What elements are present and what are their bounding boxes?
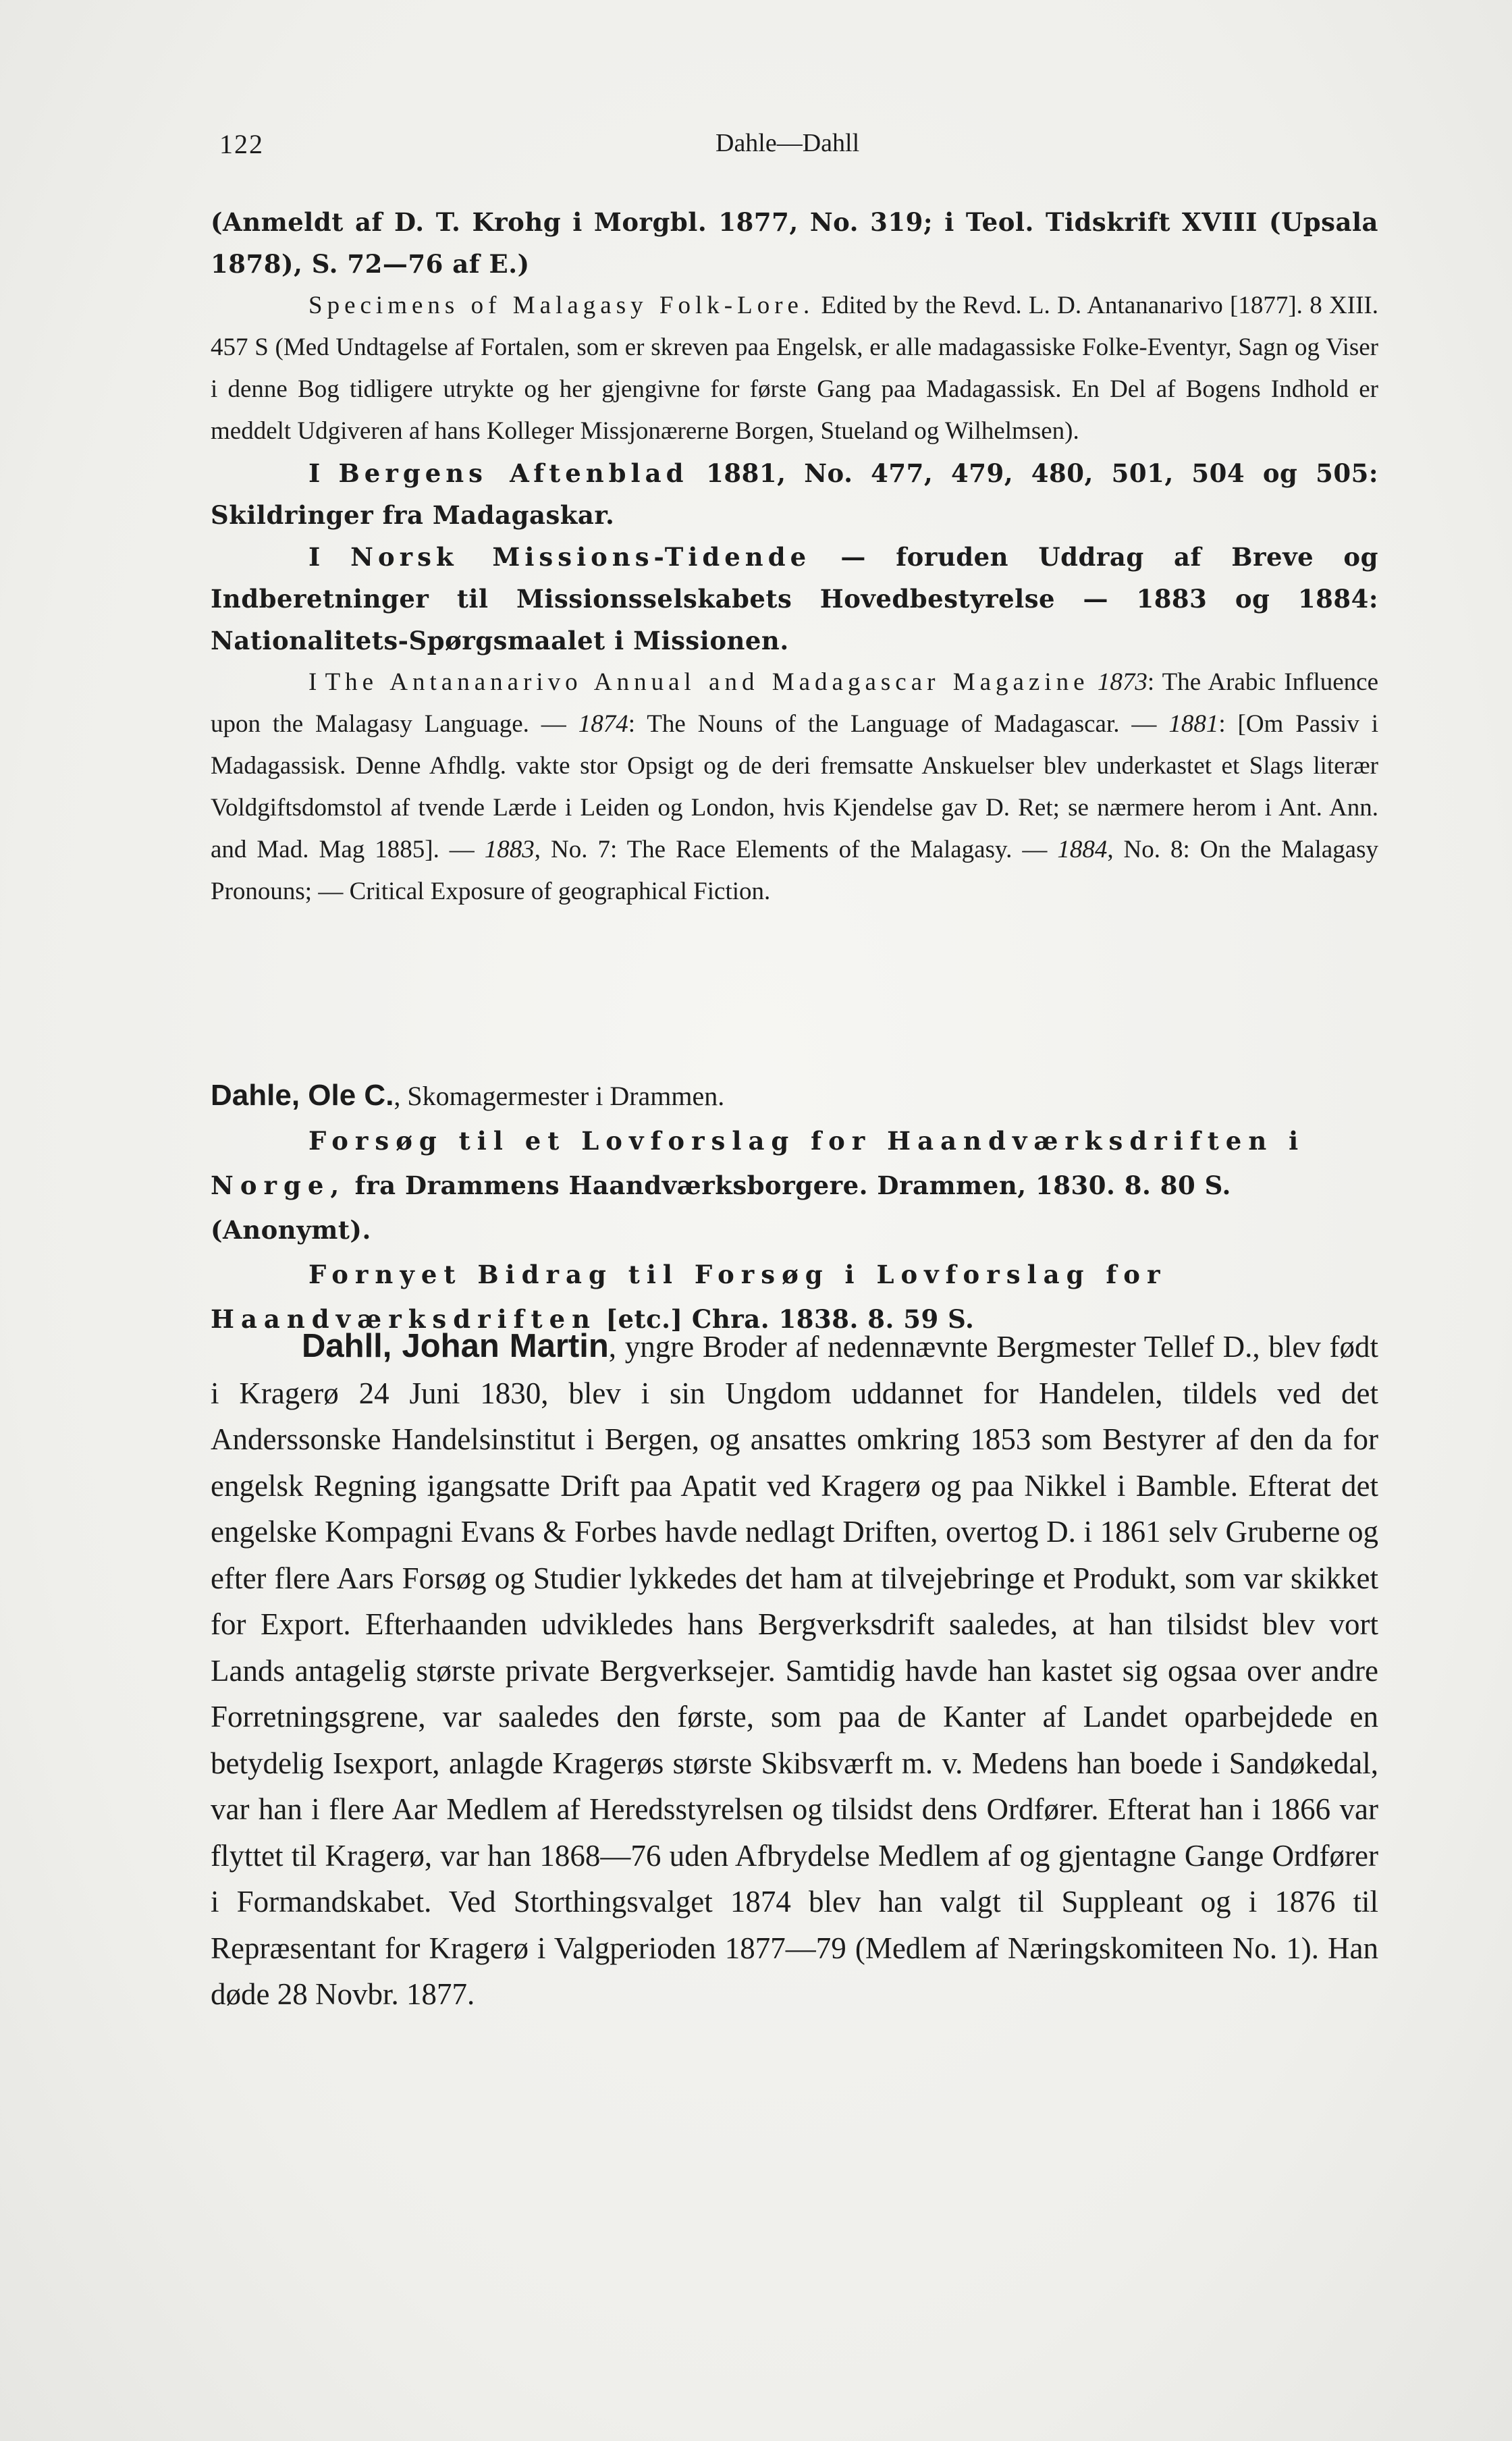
book-1-text: fra Drammens Haandværksborgere. Drammen, 1830. 8. 80 S. (Anonymt). — [211, 1171, 1231, 1245]
biography-text: , yngre Broder af nedennævnte Bergmester Tellef D., blev født i Kragerø 24 Juni 1830, blev i sin Ungdom uddannet for Handelen, tildels ved det Anderssonske Handelsinstitut i Bergen, og ansattes omkring 1853 som Bestyrer af den da for engelsk Regning igangsatte Drift paa Apatit ved Kragerø og paa Nikkel i Bamble. Efterat det engelske Kompagni Evans & Forbes havde nedlagt Driften, overtog D. i 1861 selv Gruberne og efter flere Aars Forsøg og Studier lykkedes det ham at tilvejebringe et Produkt, som var skikket for Export. Efterhaanden udvikledes hans Bergverksdrift saaledes, at han tilsidst blev vort Lands antagelig største private Bergverksejer. Samtidig havde han kastet sig ogsaa over andre Forretningsgrene, var saaledes den første, som paa de Kanter af Landet oparbejdede en betydelig Isexport, anlagde Kragerøs største Skibsværft m. v. Medens han boede i Sandøkedal, var han i flere Aar Medlem af Heredsstyrelsen og tilsidst dens Ordfører. Efterat han i 1866 var flyttet til Kragerø, var han 1868—76 uden Afbrydelse Medlem af og gjentagne Gange Ordfører i Formandskabet. Ved Storthingsvalget 1874 blev han valgt til Suppleant og i 1876 til Repræsentant for Kragerø i Valgperioden 1877—79 (Medlem af Næringskomiteen No. 1). Han døde 28 Novbr. 1877. — [211, 1330, 1378, 2011]
review-note: (Anmeldt af D. T. Krohg i Morgbl. 1877, No. 319; i Teol. Tidskrift XVIII (Upsala 1878), S. 72—76 af E.) — [211, 207, 1378, 279]
book-2-text: [etc.] Chra. 1838. 8. 59 S. — [597, 1304, 975, 1334]
entry-dahle-ole — [211, 1073, 1378, 1341]
entry-occupation: , Skomagermester i Drammen. — [394, 1081, 725, 1111]
specimens-text: Edited by the Revd. L. D. Antananarivo [1877]. 8 XIII. 457 S (Med Undtagelse af Fortalen, som er skreven paa Engelsk, er alle madagassiske Folke-Eventyr, Sagn og Viser i denne Bog tidligere utrykte og her gjengivne for første Gang paa Madagassisk. En Del af Bogens Indhold er meddelt Udgiveren af hans Kolleger Missjonærerne Borgen, Stueland og Wilhelmsen). — [211, 292, 1378, 445]
entry-dahle-heading — [211, 1073, 1378, 1119]
bergens-entry — [211, 452, 1378, 536]
page-number: 122 — [219, 129, 264, 159]
annual-entry — [211, 662, 1378, 913]
book-1 — [211, 1119, 1378, 1252]
annual-text-4: , No. 7: The Race Elements of the Malagasy. — — [534, 836, 1058, 863]
book-2-title: Fornyet Bidrag til Forsøg i Lovforslag for Haandværksdriften — [211, 1260, 1167, 1334]
entry-dahll-johan — [211, 1323, 1378, 2018]
annual-year-1883: 1883 — [484, 836, 535, 863]
norsk-text: — foruden Uddrag af Breve og Indberetninger til Missionsselskabets Hovedbestyrelse — 1883 og 1884: Nationalitets-Spørgsmaalet i Missionen. — [211, 542, 1378, 655]
annual-lead: I — [308, 668, 325, 696]
annual-year-1873: 1873 — [1097, 668, 1148, 696]
norsk-title: Norsk Missions-Tidende — [350, 542, 811, 572]
annual-year-1881: 1881 — [1168, 710, 1219, 738]
annual-title: The Antananarivo Annual and Madagascar Magazine — [325, 668, 1089, 696]
entry-name-johan: Dahll, Johan Martin — [302, 1328, 609, 1364]
bergens-text: 1881, No. 477, 479, 480, 501, 504 og 505: Skildringer fra Madagaskar. — [211, 458, 1378, 530]
entry-name: Dahle, Ole C. — [211, 1079, 394, 1112]
book-1-title: Forsøg til et Lovforslag for Haandværksdriften i Norge, — [211, 1126, 1305, 1200]
norsk-lead: I — [308, 542, 351, 572]
specimens-entry — [211, 285, 1378, 452]
norsk-entry — [211, 536, 1378, 662]
annual-year-1884: 1884 — [1057, 836, 1108, 863]
annual-year-1874: 1874 — [578, 710, 628, 738]
bibliography-section — [211, 201, 1378, 913]
running-head: Dahle—Dahll — [716, 129, 860, 157]
bergens-title: Bergens Aftenblad — [338, 458, 688, 488]
annual-text-1: : The Arabic Influence upon the Malagasy Language. — — [211, 668, 1378, 738]
annual-text-3: : [Om Passiv i Madagassisk. Denne Afhdlg. vakte stor Opsigt og de deri fremsatte Anskuelser blev underkastet et Slags literær Voldgiftsdomstol af tvende Lærde i Leiden og London, hvis Kjendelse gav D. Ret; se nærmere herom i Ant. Ann. and Mad. Mag 1885]. — — [211, 710, 1378, 863]
specimens-title: Specimens of Malagasy Folk-Lore. — [308, 292, 815, 319]
biography-paragraph — [211, 1323, 1378, 2018]
bergens-lead: I — [308, 458, 339, 488]
page-header — [219, 128, 1377, 169]
annual-text-2: : The Nouns of the Language of Madagascar. — — [628, 710, 1169, 738]
annual-text-5: , No. 8: On the Malagasy Pronouns; — Critical Exposure of geographical Fiction. — [211, 836, 1378, 905]
